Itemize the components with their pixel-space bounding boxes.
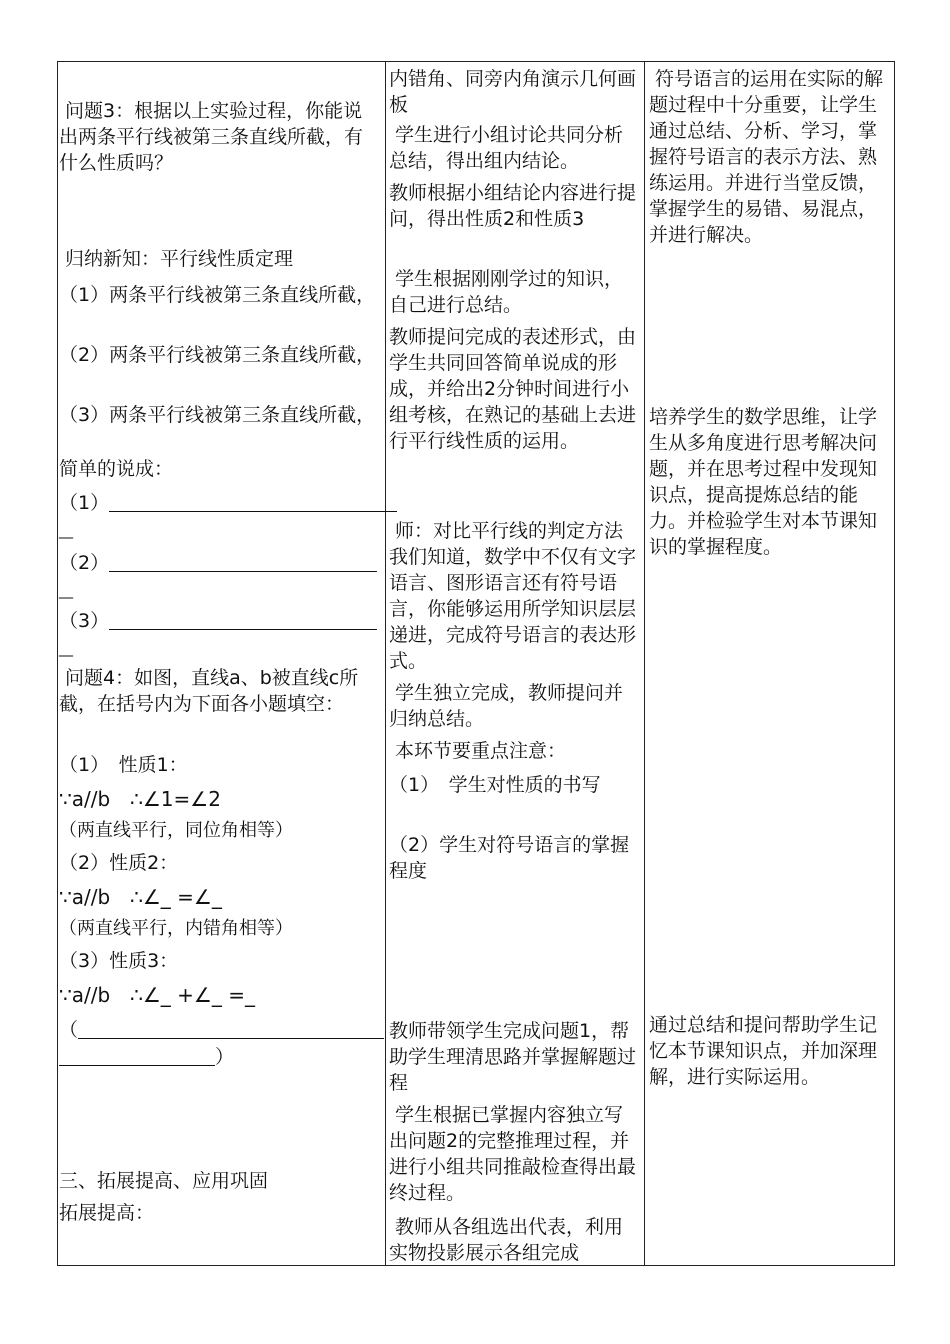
activity-text-5: 教师提问完成的表述形式，由学生共同回答简单说成的形成，并给出2分钟时间进行小组考核，在熟记的基础上去进行平行线性质的运用。 xyxy=(389,326,637,452)
property-1-reason: （两直线平行，同位角相等） xyxy=(59,820,293,841)
activity-text-10: （2）学生对符号语言的掌握程度 xyxy=(389,834,630,882)
summary-title: 归纳新知：平行线性质定理 xyxy=(65,248,294,270)
property-2-label: （2）性质2： xyxy=(59,852,179,874)
property-1-text: （1）两条平行线被第三条直线所截， xyxy=(59,284,376,306)
question-4: 问题4：如图，直线a、b被直线c所截，在括号内为下面各小题填空： xyxy=(59,667,359,715)
activity-text-9: （1） 学生对性质的书写 xyxy=(389,774,601,796)
activity-text-11: 教师带领学生完成问题1，帮助学生理清思路并掌握解题过程 xyxy=(389,1020,637,1094)
property-3-reason-blank-2[interactable]: ） xyxy=(59,1044,389,1070)
extend-label: 拓展提高： xyxy=(59,1202,155,1224)
question-3: 问题3：根据以上实验过程，你能说出两条平行线被第三条直线所截，有什么性质吗？ xyxy=(59,100,364,174)
blank-line-1[interactable]: （1） xyxy=(59,490,404,516)
property-1-formula: ∵a//b ∴∠1=∠2 xyxy=(59,787,221,811)
intent-text-3: 通过总结和提问帮助学生记忆本节课知识点，并加深理解，进行实际运用。 xyxy=(649,1014,878,1088)
activity-text-4: 学生根据刚刚学过的知识，自己进行总结。 xyxy=(389,268,624,316)
property-2-formula: ∵a//b ∴∠_ =∠_ xyxy=(59,885,222,909)
activity-text-6: 师：对比平行线的判定方法我们知道，数学中不仅有文字语言、图形语言还有符号语言，你能够运用所学知识层层递进，完成符号语言的表达形式。 xyxy=(389,520,637,672)
activity-text-13: 教师从各组选出代表，利用实物投影展示各组完成 xyxy=(389,1216,624,1264)
property-3-reason-blank[interactable]: （ xyxy=(59,1017,389,1043)
activity-text-8: 本环节要重点注意： xyxy=(395,740,567,762)
property-3-text: （3）两条平行线被第三条直线所截， xyxy=(59,404,376,426)
activity-text-12: 学生根据已掌握内容独立写出问题2的完整推理过程，并进行小组共同推敲检查得出最终过程。 xyxy=(389,1104,637,1204)
activity-text-2: 学生进行小组讨论共同分析总结，得出组内结论。 xyxy=(389,124,624,172)
intent-text-2: 培养学生的数学思维，让学生从多角度进行思考解决问题，并在思考过程中发现知识点，提高提炼总结的能力。并检验学生对本节课知识的掌握程度。 xyxy=(649,406,878,558)
short-label: 简单的说成： xyxy=(59,458,174,480)
blank-tail-2: __ xyxy=(59,583,73,599)
section-3-title: 三、拓展提高、应用巩固 xyxy=(59,1170,269,1192)
blank-tail-3: __ xyxy=(59,641,73,657)
column-divider-2 xyxy=(644,61,645,1266)
blank-tail-1: __ xyxy=(59,523,73,539)
column-divider-1 xyxy=(385,61,386,1266)
blank-line-2[interactable]: （2） xyxy=(59,550,404,576)
activity-text-7: 学生独立完成，教师提问并归纳总结。 xyxy=(389,682,624,730)
activity-text-3: 教师根据小组结论内容进行提问，得出性质2和性质3 xyxy=(389,182,637,230)
intent-text-1: 符号语言的运用在实际的解题过程中十分重要，让学生通过总结、分析、学习，掌握符号语言的表示方法、熟练运用。并进行当堂反馈，掌握学生的易错、易混点，并进行解决。 xyxy=(649,68,884,246)
property-2-reason: （两直线平行，内错角相等） xyxy=(59,918,293,939)
property-2-text: （2）两条平行线被第三条直线所截， xyxy=(59,344,376,366)
activity-text-1: 内错角、同旁内角演示几何画板 xyxy=(389,68,637,116)
property-3-formula: ∵a//b ∴∠_ +∠_ =_ xyxy=(59,983,255,1007)
property-3-label: （3）性质3： xyxy=(59,950,179,972)
blank-line-3[interactable]: （3） xyxy=(59,608,404,634)
property-1-label: （1） 性质1： xyxy=(59,754,188,776)
